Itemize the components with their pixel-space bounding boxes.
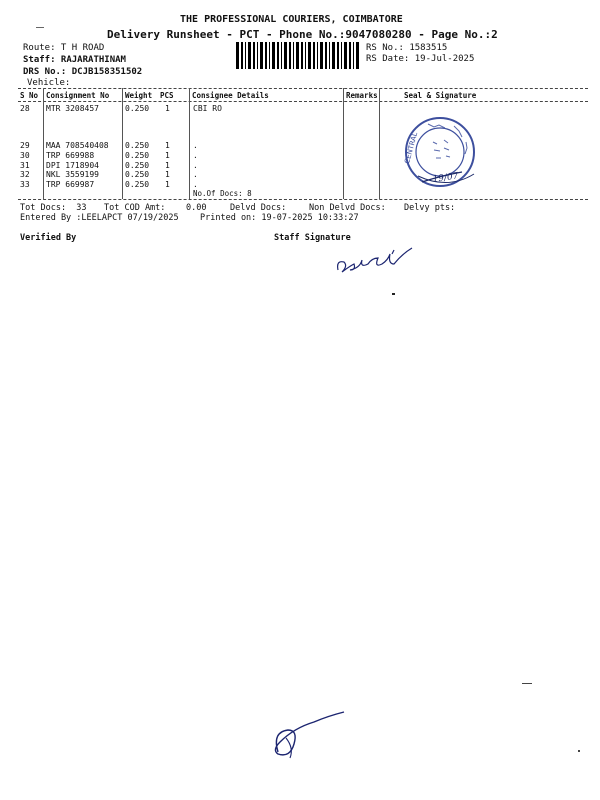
runsheet-title: Delivery Runsheet - PCT - Phone No.:9047080280 - Page No.:2 [107,28,498,41]
vehicle-label: Vehicle: [27,78,71,88]
cell-pcs: 1 [165,141,170,150]
barcode-bar [296,42,299,69]
barcode-bar [260,42,263,69]
cell-sno: 28 [20,104,30,113]
barcode-bar [293,42,294,69]
table-bottom-rule [18,199,588,200]
cell-consignee: . [193,161,198,170]
header-consignee: Consignee Details [192,91,269,100]
company-name: THE PROFESSIONAL COURIERS, COIMBATORE [180,14,403,25]
barcode-image [236,42,360,69]
stamp-ring-text: CENTRAL [403,131,420,165]
cell-pcs: 1 [165,151,170,160]
barcode-bar [257,42,258,69]
header-seal: Seal & Signature [404,91,477,100]
cell-consignee: . [193,141,198,150]
col-divider [43,88,44,199]
header-remarks: Remarks [346,91,378,100]
table-top-rule [18,88,588,89]
staff-signature-scribble [332,236,422,286]
barcode-bar [325,42,327,69]
barcode-bar [305,42,306,69]
barcode-bar [349,42,351,69]
col-divider [379,88,380,199]
cell-consignment: MAA 708540408 [46,141,109,150]
cell-sno: 33 [20,180,30,189]
staff-label: Staff: RAJARATHINAM [23,55,126,65]
scan-speck [36,27,44,28]
rs-number: RS No.: 1583515 [366,43,448,53]
cell-weight: 0.250 [125,180,150,189]
cell-consignment: DPI 1718904 [46,161,99,170]
official-seal-stamp [398,112,482,196]
barcode-bar [277,42,279,69]
cell-sno: 30 [20,151,30,160]
stamp-date-text: 19/07 [432,171,460,185]
barcode-bar [320,42,323,69]
table-row [20,161,30,170]
cell-consignee: CBI RO [193,104,222,113]
table-row [20,170,30,179]
barcode-bar [356,42,359,69]
table-row [20,141,30,150]
col-divider [189,88,190,199]
table-header-rule [18,101,588,102]
cell-weight: 0.250 [125,161,150,170]
cell-consignment: TRP 669988 [46,151,95,160]
header-pcs: PCS [160,91,174,100]
table-row [20,104,30,113]
cell-pcs: 1 [165,104,170,113]
barcode-bar [317,42,318,69]
entered-by: Entered By :LEELAPCT 07/19/2025 [20,213,179,223]
cell-weight: 0.250 [125,170,150,179]
scan-speck [522,683,532,684]
delivery-points: Delvy pts: [404,203,456,213]
barcode-bar [236,42,239,69]
cell-weight: 0.250 [125,151,150,160]
barcode-bar [301,42,303,69]
delivered-docs: Delvd Docs: [230,203,287,213]
cell-consignee: . [193,151,198,160]
total-docs: Tot Docs: 33 [20,203,87,213]
non-delivered-docs: Non Delvd Docs: [309,203,386,213]
barcode-bar [337,42,339,69]
staff-signature-label: Staff Signature [274,233,351,243]
barcode-bar [289,42,291,69]
header-consignment: Consignment No [46,91,110,100]
table-row [20,151,30,160]
verified-by-label: Verified By [20,233,77,243]
col-divider [122,88,123,199]
barcode-bar [265,42,267,69]
barcode-bar [241,42,243,69]
barcode-bar [332,42,335,69]
cell-consignee: . [193,170,198,179]
receiver-signature-scribble [268,708,368,768]
printed-on: Printed on: 19-07-2025 10:33:27 [200,213,359,223]
route-label: Route: T H ROAD [23,43,105,53]
rs-date: RS Date: 19-Jul-2025 [366,54,475,64]
barcode-bar [245,42,246,69]
barcode-bar [269,42,270,69]
no-of-docs: No.Of Docs: 8 [193,189,252,198]
cell-sno: 31 [20,161,30,170]
scan-speck [578,750,580,752]
barcode-bar [329,42,330,69]
barcode-bar [308,42,311,69]
barcode-bar [284,42,287,69]
cell-pcs: 1 [165,170,170,179]
cell-consignment: TRP 669987 [46,180,95,189]
total-cod-value: 0.00 [186,203,207,213]
cell-sno: 32 [20,170,30,179]
col-divider [343,88,344,199]
cell-consignee: . [193,180,198,189]
barcode-bar [313,42,315,69]
barcode-bar [353,42,354,69]
barcode-bar [281,42,282,69]
table-row [20,180,30,189]
barcode-graphic [236,42,360,69]
barcode-bar [248,42,251,69]
header-sno: S No [20,91,39,100]
total-cod-label: Tot COD Amt: [104,203,166,213]
header-weight: Weight [125,91,153,100]
cell-weight: 0.250 [125,104,150,113]
scan-speck [392,293,395,295]
cell-sno: 29 [20,141,30,150]
barcode-bar [253,42,255,69]
drs-number: DRS No.: DCJB158351502 [23,67,143,77]
cell-pcs: 1 [165,161,170,170]
cell-weight: 0.250 [125,141,150,150]
cell-pcs: 1 [165,180,170,189]
cell-consignment: NKL 3559199 [46,170,99,179]
barcode-bar [272,42,275,69]
barcode-bar [344,42,347,69]
cell-consignment: MTR 3208457 [46,104,99,113]
barcode-bar [341,42,342,69]
